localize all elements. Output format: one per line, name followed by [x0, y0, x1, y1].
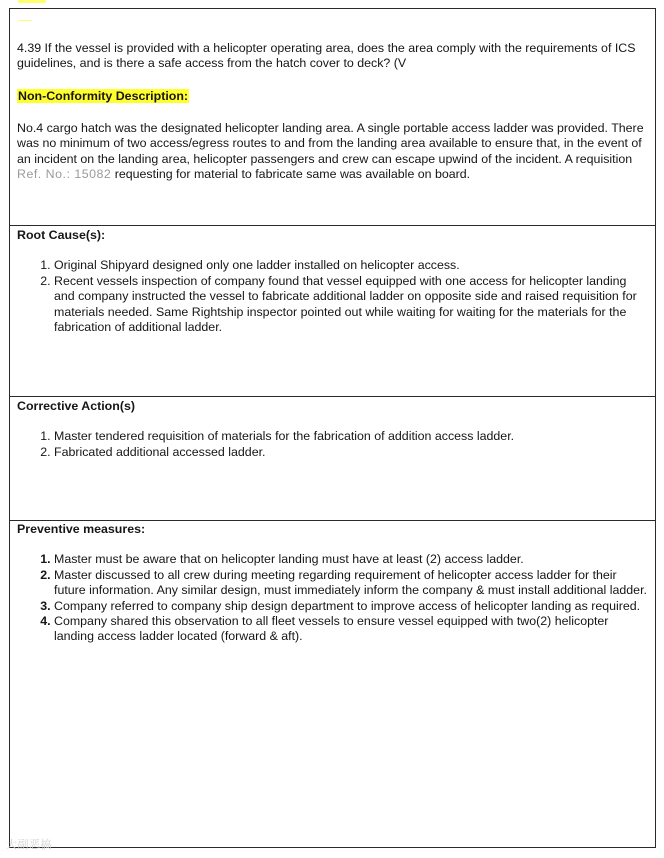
preventive-item: 1. Master must be aware that on helicopter landing must have at least (2) access ladder. — [54, 552, 647, 567]
root-cause-item: 2. Recent vessels inspection of company found that vessel equipped with one access for helicopter landing and company instructed the vessel to fabricate additional ladder on opposite side and raised requisition for materials needed. Same Rightship inspector pointed out while waiting for waiting for the materials for the fabrication of additional ladder. — [54, 274, 647, 336]
row-divider — [9, 225, 656, 226]
highlight-mark — [18, 0, 46, 3]
corrective-action-list — [17, 429, 647, 460]
question-text: 4.39 If the vessel is provided with a helicopter operating area, does the area comply with the requirements of ICS guidelines, and is there a safe access from the hatch cover to deck? (V — [17, 41, 636, 71]
non-conformity-heading — [17, 89, 647, 104]
preventive-title: Preventive measures: — [17, 522, 146, 536]
corrective-action-item: 1. Master tendered requisition of materials for the fabrication of addition access ladder. — [54, 429, 647, 444]
watermark: 大副恶搞 — [6, 839, 52, 851]
root-cause-title: Root Cause(s): — [17, 228, 106, 242]
preventive-section — [17, 522, 647, 645]
preventive-item: 4. Company shared this observation to all fleet vessels to ensure vessel equipped with two(2) helicopter landing access ladder located (forward & aft). — [54, 614, 647, 645]
root-cause-section — [17, 228, 647, 335]
nc-text-part: No.4 cargo hatch was the designated helicopter landing area. A single portable access ladder was provided. There was no minimum of two access/egress routes to and from the landing area available to ensure that, in the event of an incident on the landing area, helicopter passengers and crew can escape upwind of the incident. A requisition — [17, 121, 644, 166]
corrective-action-title: Corrective Action(s) — [17, 399, 135, 413]
non-conformity-description — [17, 121, 647, 183]
preventive-item: 2. Master discussed to all crew during meeting regarding requirement of helicopter access ladder for their future information. Any similar design, must immediately inform the company & must install additional ladder. — [54, 568, 647, 599]
preventive-item: 3. Company referred to company ship design department to improve access of helicopter landing as required. — [54, 599, 647, 614]
row-divider — [9, 396, 656, 397]
corrective-action-section — [17, 399, 647, 460]
corrective-action-item: 2. Fabricated additional accessed ladder. — [54, 445, 647, 460]
row-divider — [9, 520, 656, 521]
root-cause-item: 1. Original Shipyard designed only one ladder installed on helicopter access. — [54, 258, 647, 273]
nc-text-part: requesting for material to fabricate same was available on board. — [111, 167, 471, 182]
root-cause-list — [17, 258, 647, 335]
non-conformity-title: Non-Conformity Description: — [18, 89, 189, 103]
nc-obscured-ref: Ref. No.: 15082 — [17, 167, 112, 182]
preventive-list — [17, 552, 647, 644]
